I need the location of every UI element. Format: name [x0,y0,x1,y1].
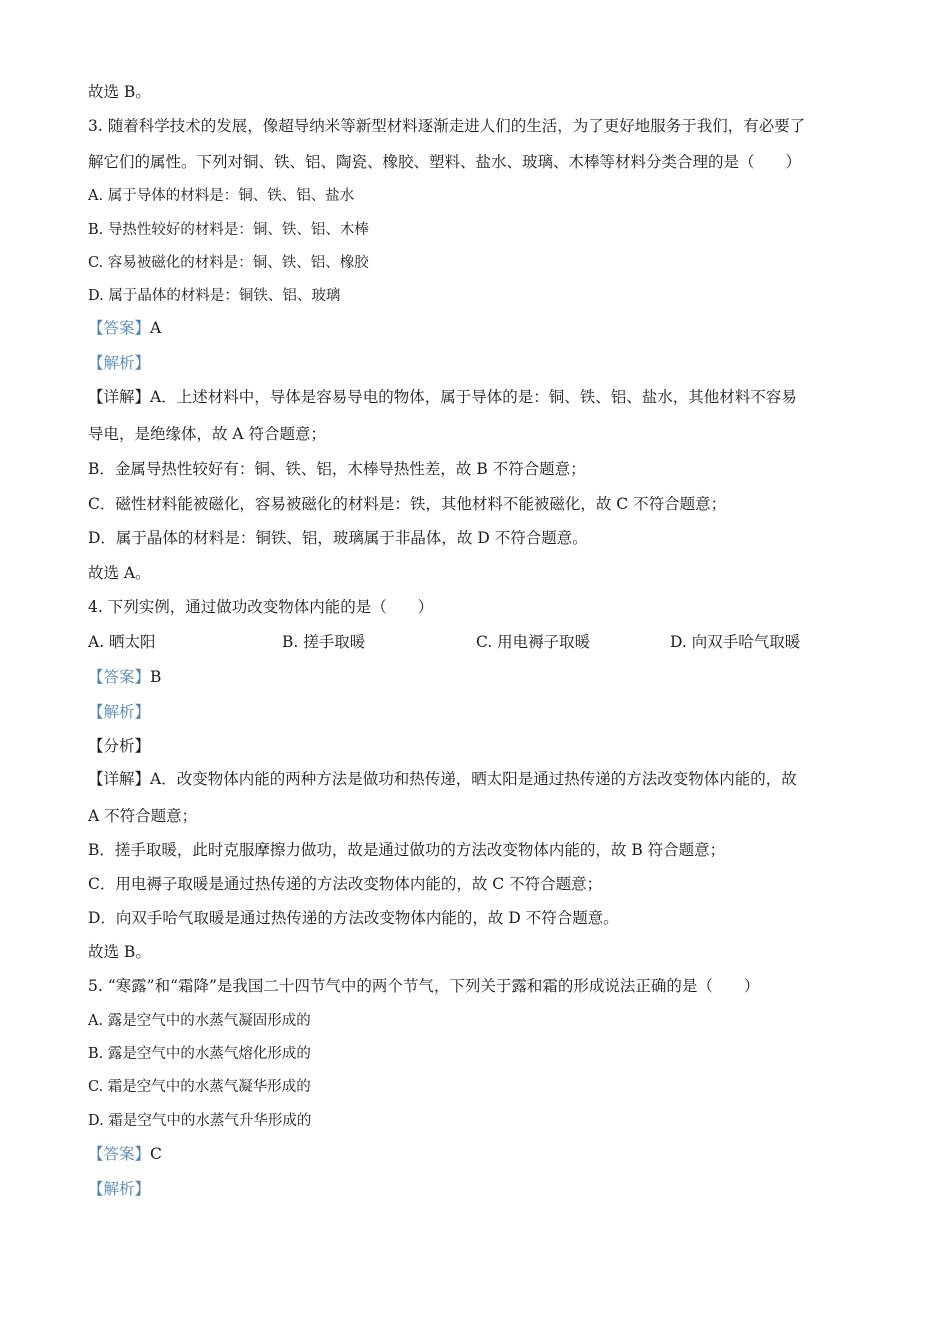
q3-option-c: C. 容易被磁化的材料是：铜、铁、铝、橡胶 [88,255,369,271]
answer-value: B [150,668,162,686]
q3-detail-line5: D．属于晶体的材料是：铜铁、铝，玻璃属于非晶体，故 D 不符合题意。 [88,529,588,547]
q4-stem: 4. 下列实例，通过做功改变物体内能的是（ ） [88,598,434,616]
q3-option-b: B. 导热性较好的材料是：铜、铁、铝、木棒 [88,222,369,238]
q5-stem: 5. “寒露”和“霜降”是我国二十四节气中的两个节气，下列关于露和霜的形成说法正确的是（ ） [88,977,760,995]
q3-detail-line4: C．磁性材料能被磁化，容易被磁化的材料是：铁，其他材料不能被磁化，故 C 不符合题意； [88,495,727,513]
q5-option-a: A. 露是空气中的水蒸气凝固形成的 [88,1013,311,1029]
q4-conclusion: 故选 B。 [88,943,151,961]
q3-option-d: D. 属于晶体的材料是：铜铁、铝、玻璃 [88,288,341,304]
analysis-tag: 【解析】 [88,1180,151,1198]
q4-option-a: A. 晒太阳 [88,633,156,651]
answer-tag: 【答案】 [88,1145,151,1163]
q4-option-c: C. 用电褥子取暖 [476,633,591,651]
q4-detail-line4: C．用电褥子取暖是通过热传递的方法改变物体内能的，故 C 不符合题意； [88,875,603,893]
q4-answer [88,667,161,687]
detail-tag: 【详解】 [88,388,151,406]
q5-answer [88,1144,162,1164]
q5-option-b: B. 露是空气中的水蒸气熔化形成的 [88,1046,311,1062]
answer-tag: 【答案】 [88,668,151,686]
q5-analysis-tag [88,1179,150,1199]
detail-text: A．改变物体内能的两种方法是做功和热传递，晒太阳是通过热传递的方法改变物体内能的，故 [150,770,797,788]
answer-tag: 【答案】 [88,319,151,337]
q4-option-b: B. 搓手取暖 [282,633,366,651]
q3-stem-line1: 3. 随着科学技术的发展，像超导纳米等新型材料逐渐走进人们的生活，为了更好地服务于我们，有必要了 [88,117,806,135]
detail-text: A．上述材料中，导体是容易导电的物体，属于导体的是：铜、铁、铝、盐水，其他材料不容易 [150,388,797,406]
q3-detail-line2: 导电，是绝缘体，故 A 符合题意； [88,425,327,443]
q4-analysis-tag [88,702,150,722]
analysis-tag: 【解析】 [88,703,151,721]
q3-detail-line1 [88,387,797,407]
q4-option-d: D. 向双手哈气取暖 [670,633,801,651]
q4-detail-line2: A 不符合题意； [88,807,198,825]
q3-option-a: A. 属于导体的材料是：铜、铁、铝、盐水 [88,188,355,204]
breakdown-tag: 【分析】 [88,737,151,755]
prev-conclusion: 故选 B。 [88,83,151,101]
q4-detail-line3: B．搓手取暖，此时克服摩擦力做功，故是通过做功的方法改变物体内能的，故 B 符合题意； [88,841,726,859]
q3-stem-line2: 解它们的属性。下列对铜、铁、铝、陶瓷、橡胶、塑料、盐水、玻璃、木棒等材料分类合理的是（ ） [88,153,802,171]
q5-option-c: C. 霜是空气中的水蒸气凝华形成的 [88,1079,311,1095]
q3-conclusion: 故选 A。 [88,564,151,582]
answer-value: A [150,319,162,337]
q4-detail-line5: D．向双手哈气取暖是通过热传递的方法改变物体内能的，故 D 不符合题意。 [88,909,619,927]
answer-value: C [150,1145,162,1163]
detail-tag: 【详解】 [88,770,151,788]
q3-detail-line3: B．金属导热性较好有：铜、铁、铝，木棒导热性差，故 B 不符合题意； [88,460,586,478]
q5-option-d: D. 霜是空气中的水蒸气升华形成的 [88,1113,312,1129]
q3-answer [88,318,161,338]
q4-breakdown-tag [88,736,150,756]
q4-detail-line1 [88,769,797,789]
q3-analysis-tag [88,353,150,373]
analysis-tag: 【解析】 [88,354,151,372]
